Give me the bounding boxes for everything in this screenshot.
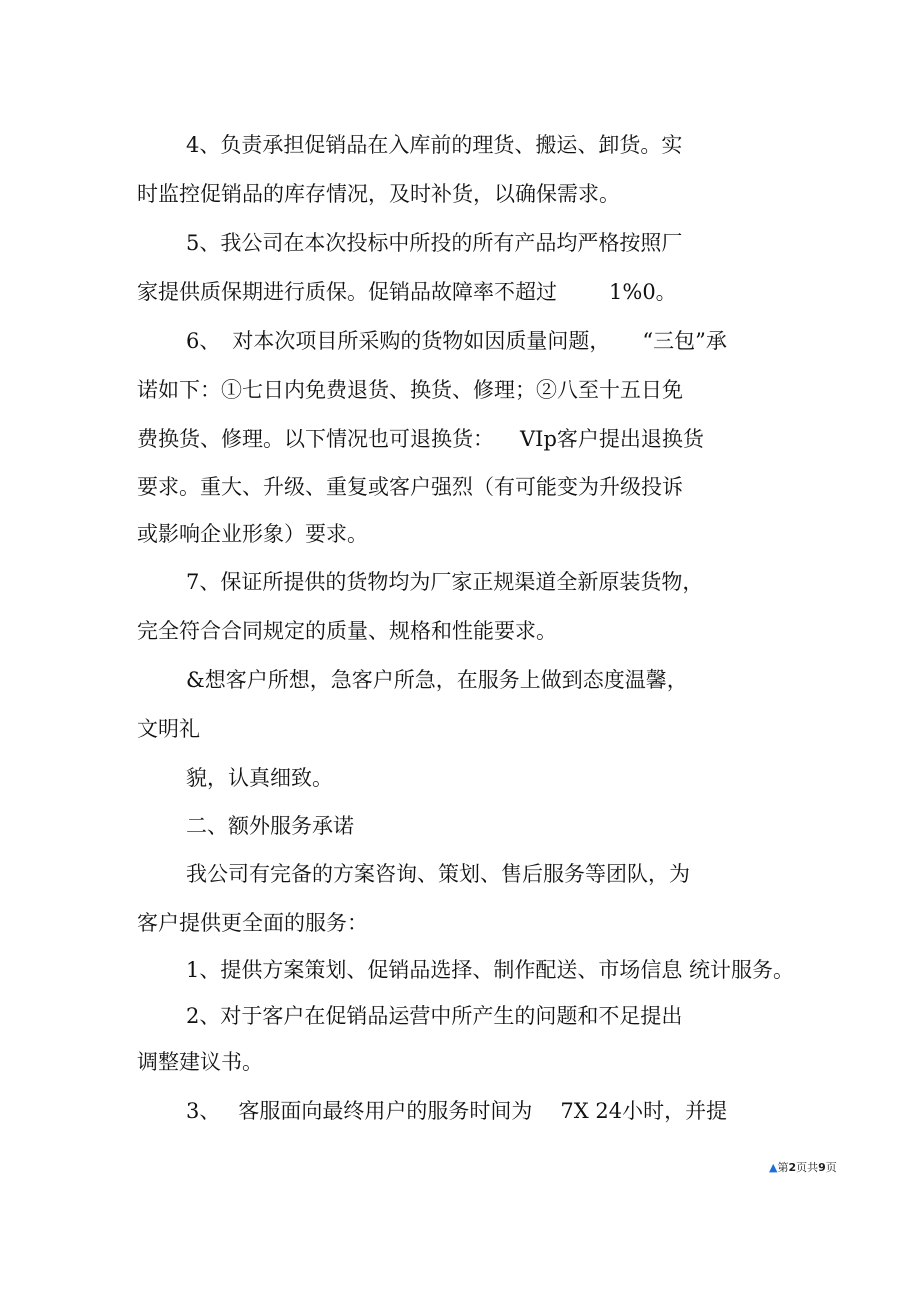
triangle-up-icon: ▲ bbox=[769, 1161, 778, 1174]
failure-rate-value: 1%0。 bbox=[609, 280, 677, 304]
paragraph-item-6-line-3 bbox=[137, 426, 704, 452]
vip-request-text: VIp客户提出退换货 bbox=[520, 427, 704, 451]
quality-warranty-text: 家提供质保期进行质保。促销品故障率不超过 bbox=[137, 280, 557, 304]
paragraph-service-3-line-1 bbox=[186, 1098, 727, 1124]
paragraph-service-2-line-2: 调整建议书。 bbox=[137, 1050, 263, 1074]
paragraph-item-8-line-2: 文明礼 bbox=[137, 717, 200, 741]
three-guarantees-text: “三包”承 bbox=[642, 329, 727, 353]
item-number: 6、 bbox=[186, 329, 221, 353]
footer-suffix: 页 bbox=[825, 1161, 837, 1174]
quality-issue-text: 对本次项目所采购的货物如因质量问题， bbox=[232, 329, 611, 353]
paragraph-item-5-line-1: 5、我公司在本次投标中所投的所有产品均严格按照厂 bbox=[186, 231, 683, 255]
paragraph-item-8-line-3: 貌，认真细致。 bbox=[186, 766, 333, 790]
page-footer bbox=[769, 1161, 837, 1175]
paragraph-team-line-1: 我公司有完备的方案咨询、策划、售后服务等团队，为 bbox=[186, 862, 690, 886]
footer-prefix: 第 bbox=[777, 1161, 789, 1174]
paragraph-item-6-line-4: 要求。重大、升级、重复或客户强烈（有可能变为升级投诉 bbox=[137, 475, 683, 499]
paragraph-item-8-line-1: &想客户所想，急客户所急，在服务上做到态度温馨， bbox=[186, 668, 688, 692]
exchange-conditions-text: 费换货、修理。以下情况也可退换货： bbox=[137, 427, 494, 451]
paragraph-item-5-line-2 bbox=[137, 279, 677, 305]
footer-middle: 页共 bbox=[796, 1161, 819, 1174]
service-time-text: 客服面向最终用户的服务时间为 bbox=[238, 1099, 533, 1123]
paragraph-item-6-line-5: 或影响企业形象）要求。 bbox=[137, 522, 368, 546]
paragraph-item-4-line-1: 4、负责承担促销品在入库前的理货、搬运、卸货。实 bbox=[186, 133, 683, 157]
paragraph-item-4-line-2: 时监控促销品的库存情况，及时补货，以确保需求。 bbox=[137, 182, 620, 206]
service-hours-text: 7X 24小时，并提 bbox=[560, 1099, 728, 1123]
item-number: 3、 bbox=[186, 1099, 221, 1123]
paragraph-item-7-line-2: 完全符合合同规定的质量、规格和性能要求。 bbox=[137, 619, 557, 643]
section-heading-extra-services: 二、额外服务承诺 bbox=[186, 814, 354, 838]
total-pages-number: 9 bbox=[818, 1161, 826, 1174]
paragraph-team-line-2: 客户提供更全面的服务： bbox=[137, 911, 368, 935]
paragraph-service-1: 1、提供方案策划、促销品选择、制作配送、市场信息 统计服务。 bbox=[186, 958, 795, 982]
paragraph-item-6-line-1 bbox=[186, 328, 727, 354]
paragraph-item-7-line-1: 7、保证所提供的货物均为厂家正规渠道全新原装货物， bbox=[186, 570, 704, 594]
paragraph-service-2-line-1: 2、对于客户在促销品运营中所产生的问题和不足提出 bbox=[186, 1004, 683, 1028]
current-page-number: 2 bbox=[788, 1161, 797, 1174]
paragraph-item-6-line-2: 诺如下：①七日内免费退货、换货、修理；②八至十五日免 bbox=[137, 378, 683, 402]
